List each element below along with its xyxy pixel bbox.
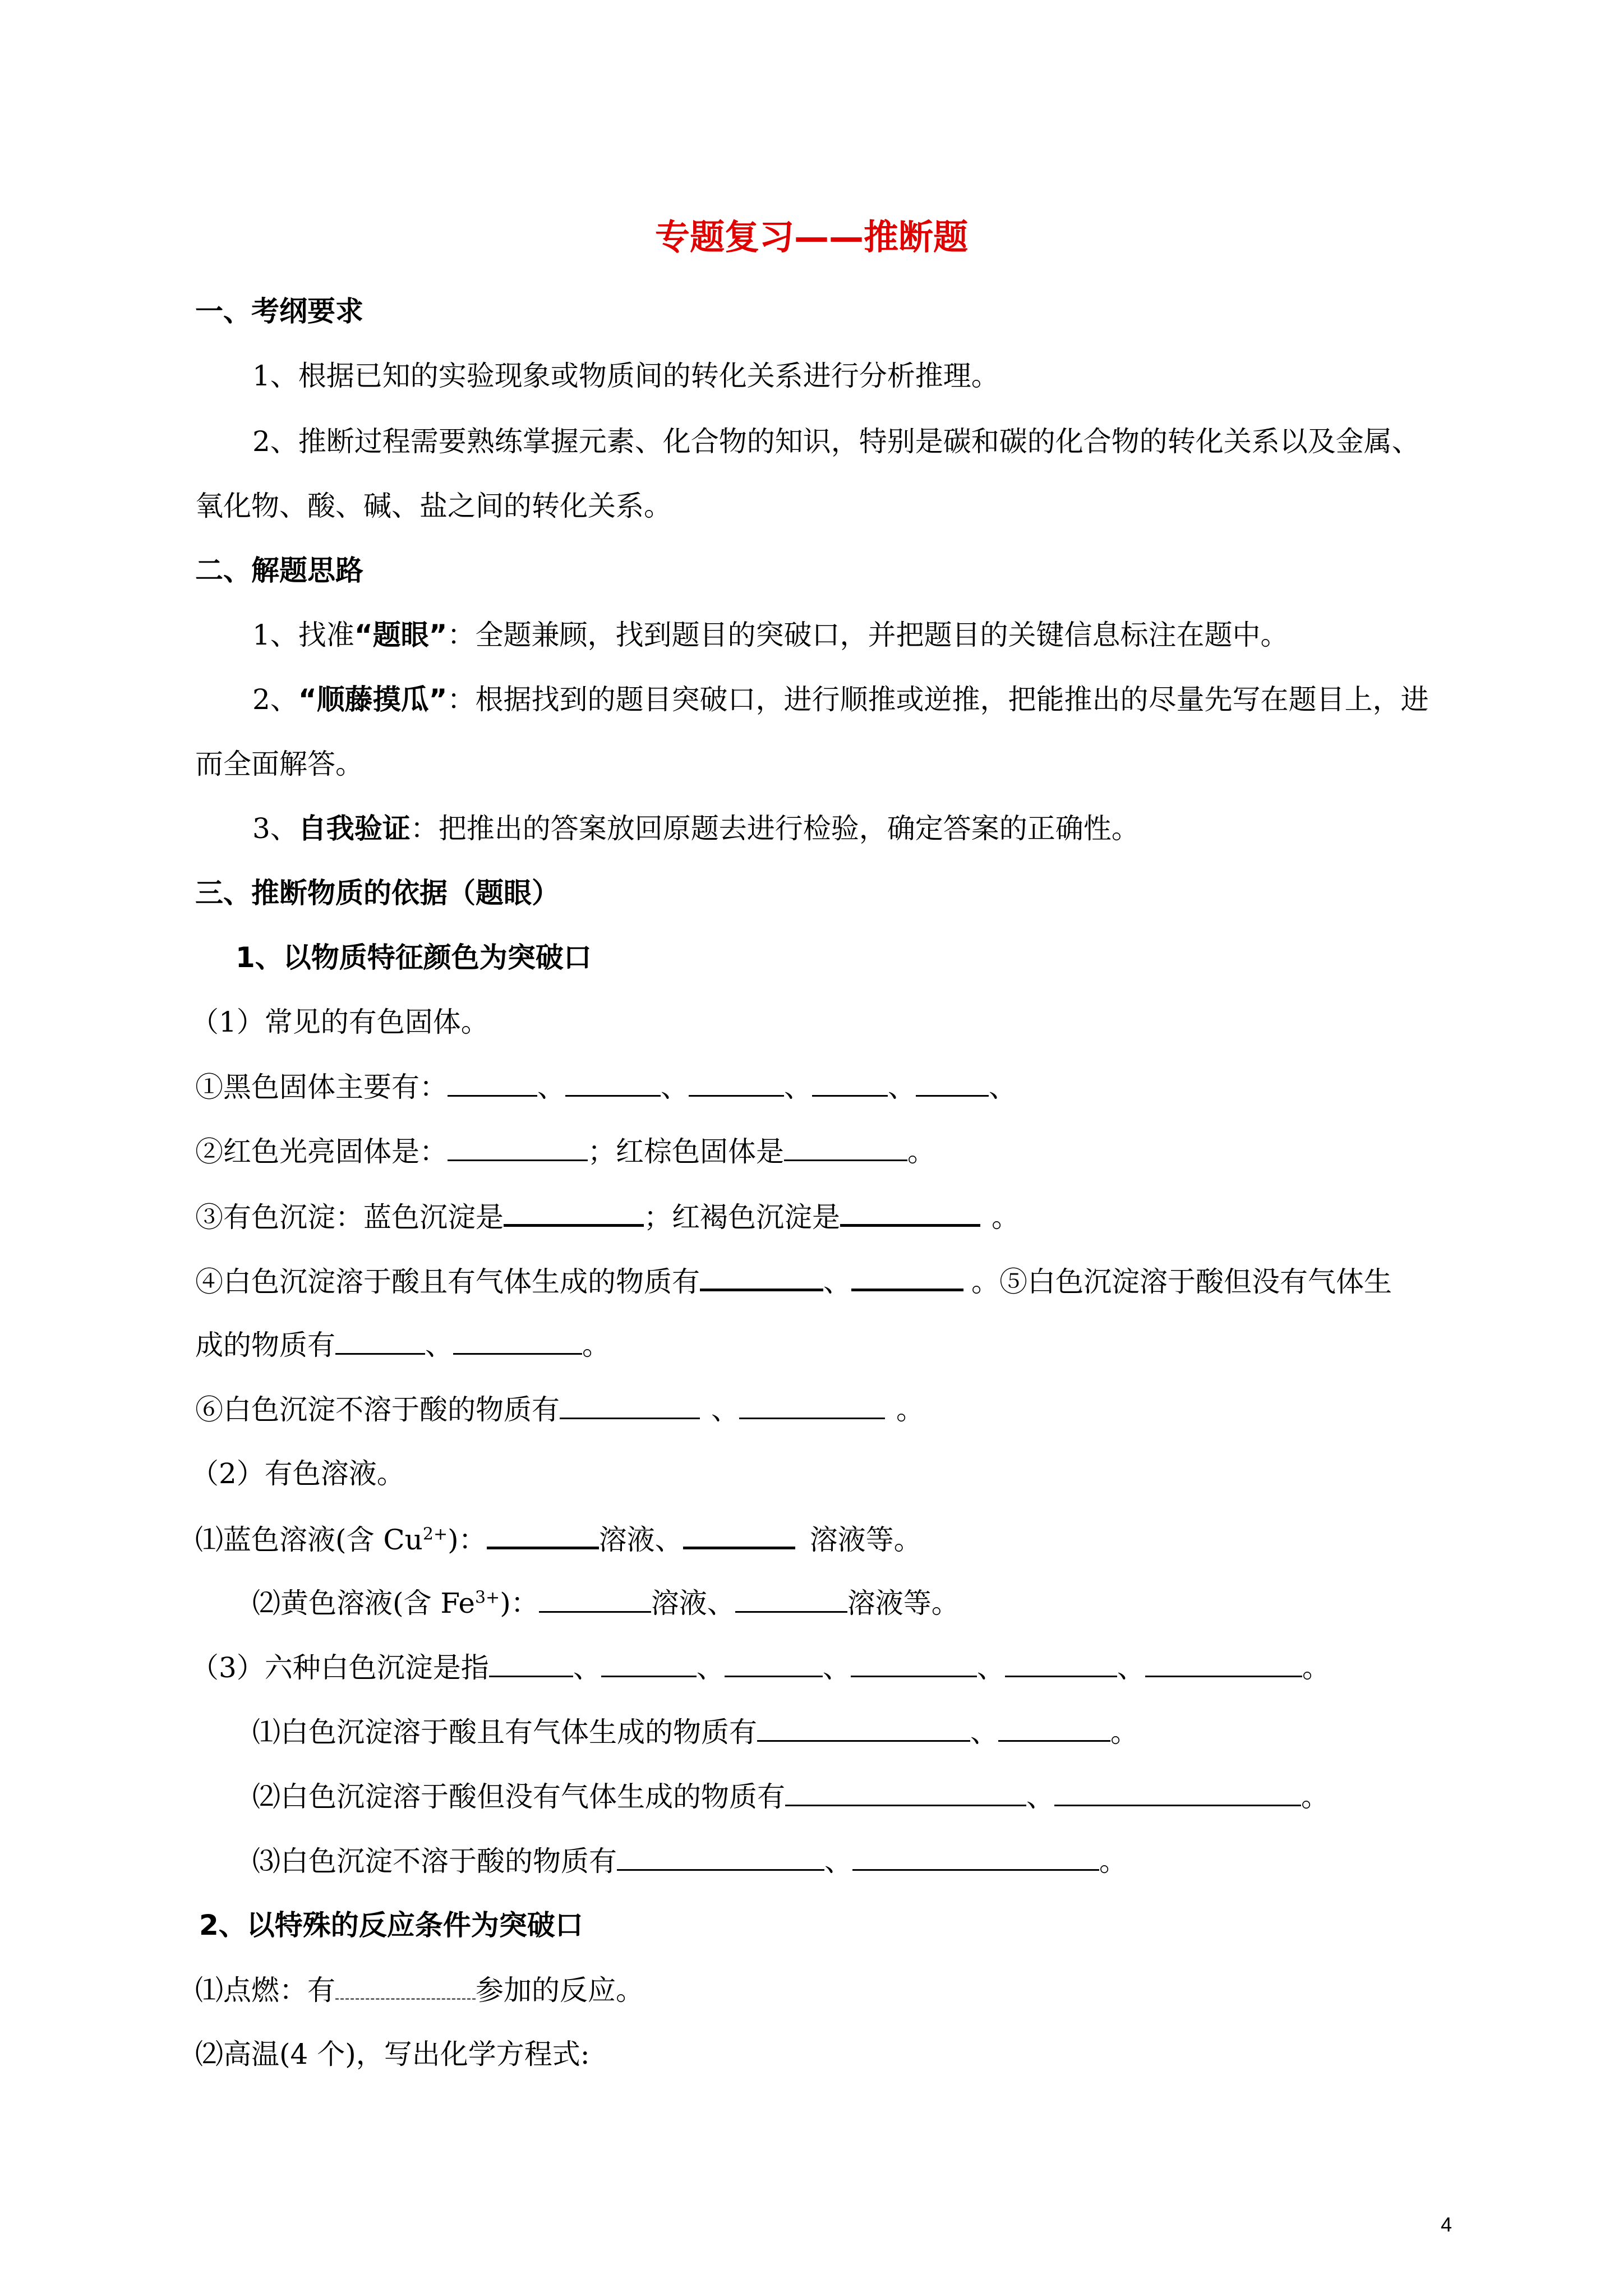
comma: 、 [537,1071,565,1103]
approach-item-2-num: 2、 [252,683,298,716]
period: 。 [1301,1780,1329,1813]
precipitate-insoluble-label: ⑶白色沉淀不溶于酸的物质有 [252,1845,617,1878]
answer-blank[interactable] [757,1718,970,1742]
period: 。 [992,1201,1020,1234]
page-title: 专题复习——推断题 [654,217,968,257]
blue-solution-label-end: )： [448,1524,487,1556]
answer-blank[interactable] [335,1331,425,1355]
yellow-solution-label: ⑵黄色溶液(含 Fe [252,1587,475,1619]
comma: 、 [784,1071,812,1103]
comma: 、 [976,1651,1005,1684]
answer-blank[interactable] [504,1202,644,1227]
colored-precipitates-line [195,1201,1020,1234]
blue-solution-label: ⑴蓝色溶液(含 Cu [195,1524,423,1556]
period: 。 [1302,1651,1330,1684]
answer-blank[interactable] [785,1782,1026,1806]
page-number: 4 [1440,2213,1452,2236]
answer-blank[interactable] [851,1653,977,1677]
comma: 、 [888,1071,916,1103]
approach-item-2-key: “顺藤摸瓜” [298,683,448,716]
iron-ion-charge: 3+ [474,1588,500,1608]
answer-blank[interactable] [735,1589,847,1613]
answer-blank[interactable] [448,1073,537,1097]
comma: 、 [711,1393,739,1426]
answer-blank[interactable] [852,1847,1099,1871]
subsection-1: 1、以物质特征颜色为突破口 [236,941,592,974]
approach-item-2-text: ：根据找到的题目突破口，进行顺推或逆推，把能推出的尽量先写在题目上，进 [447,683,1429,716]
answer-blank[interactable] [539,1589,651,1613]
answer-blank[interactable] [1005,1653,1117,1677]
comma: 、 [822,1651,851,1684]
precipitate-gas-label: ⑴白色沉淀溶于酸且有气体生成的物质有 [252,1716,757,1749]
syllabus-item-2: 2、推断过程需要熟练掌握元素、化合物的知识，特别是碳和碳的化合物的转化关系以及金属、 [252,425,1420,458]
comma: 、 [970,1716,998,1749]
answer-blank[interactable] [487,1524,599,1549]
period: 。 [1110,1716,1138,1749]
white-gas-label: ④白色沉淀溶于酸且有气体生成的物质有 [195,1266,700,1298]
comma: 、 [989,1071,1017,1103]
yellow-solution-line [252,1589,960,1617]
answer-blank[interactable] [739,1395,885,1419]
white-nogas-label: 。⑤白色沉淀溶于酸但没有气体生 [971,1266,1392,1298]
approach-item-3 [252,812,1140,845]
blue-precipitate-label: ③有色沉淀：蓝色沉淀是 [195,1201,504,1234]
period: 。 [1099,1845,1127,1878]
answer-blank[interactable] [1054,1782,1301,1806]
solution-word: 溶液 [598,1524,655,1556]
answer-blank[interactable] [700,1266,823,1291]
answer-blank[interactable] [448,1137,588,1161]
approach-item-1-text: ：全题兼顾，找到题目的突破口，并把题目的关键信息标注在题中。 [447,619,1289,651]
answer-blank[interactable] [784,1137,907,1161]
yellow-solution-label-end: )： [500,1587,539,1619]
red-solids-label: ②红色光亮固体是： [195,1135,448,1168]
comma: 、 [1026,1780,1054,1813]
white-insoluble-line [195,1395,924,1424]
approach-item-2 [252,685,1429,714]
comma: 、 [654,1524,683,1556]
answer-blank[interactable] [725,1653,823,1677]
red-solids-line [195,1137,935,1166]
black-solids-line [195,1073,1017,1101]
precipitate-nogas-label: ⑵白色沉淀溶于酸但没有气体生成的物质有 [252,1780,785,1813]
comma: 、 [425,1329,453,1361]
solution-end: 溶液等。 [809,1524,922,1556]
syllabus-item-1: 1、根据已知的实验现象或物质间的转化关系进行分析推理。 [252,360,999,392]
white-insoluble-label: ⑥白色沉淀不溶于酸的物质有 [195,1393,560,1426]
colored-solids-heading: （1）常见的有色固体。 [191,1006,489,1038]
white-gas-line [195,1266,1392,1296]
comma: 、 [707,1587,735,1619]
comma: 、 [824,1845,852,1878]
high-temp-line: ⑵高温(4 个)，写出化学方程式: [195,2038,590,2070]
comma: 、 [661,1071,689,1103]
red-brown-precipitate-label: ；红褐色沉淀是 [644,1201,840,1234]
approach-item-3-text: ：把推出的答案放回原题去进行检验，确定答案的正确性。 [410,812,1140,845]
comma: 、 [823,1266,851,1298]
syllabus-item-2-cont: 氧化物、酸、碱、盐之间的转化关系。 [195,490,672,522]
six-white-line [191,1653,1330,1682]
answer-blank[interactable] [851,1266,963,1291]
answer-blank[interactable] [689,1073,784,1097]
comma: 、 [573,1651,601,1684]
precipitate-nogas-line [252,1782,1329,1811]
section-heading-3: 三、推断物质的依据（题眼） [195,877,560,909]
answer-blank[interactable] [840,1202,980,1227]
precipitate-gas-line [252,1716,1138,1749]
answer-blank[interactable] [998,1718,1110,1742]
red-brown-label: ；红棕色固体是 [588,1135,784,1168]
six-white-label: （3）六种白色沉淀是指 [191,1651,489,1684]
comma: 、 [696,1651,725,1684]
section-heading-1: 一、考纲要求 [195,295,363,328]
white-nogas-line [195,1331,610,1359]
solution-word: 溶液 [651,1587,707,1619]
subsection-2: 2、以特殊的反应条件为突破口 [199,1909,583,1941]
approach-item-1 [252,621,1289,649]
period: 。 [896,1393,924,1426]
answer-blank[interactable] [335,1976,476,2000]
approach-item-2-cont: 而全面解答。 [195,748,363,780]
answer-blank[interactable] [565,1073,661,1097]
blue-solution-line [195,1524,922,1554]
answer-blank[interactable] [916,1073,989,1097]
copper-ion-charge: 2+ [422,1524,448,1544]
period: 。 [582,1329,610,1361]
answer-blank[interactable] [489,1653,573,1677]
ignition-label: ⑴点燃：有 [195,1974,335,2007]
answer-blank[interactable] [1145,1653,1302,1677]
section-heading-2: 二、解题思路 [195,554,363,587]
white-nogas-cont: 成的物质有 [195,1329,335,1361]
solution-end: 溶液等。 [847,1587,960,1619]
answer-blank[interactable] [812,1073,888,1097]
ignition-label-end: 参加的反应。 [476,1974,644,2007]
comma: 、 [1117,1651,1145,1684]
answer-blank[interactable] [683,1524,795,1549]
colored-solutions-heading: （2）有色溶液。 [191,1457,405,1490]
black-solids-label: ①黑色固体主要有： [195,1071,448,1103]
answer-blank[interactable] [617,1847,824,1871]
approach-item-1-num: 1、找准 [252,619,354,651]
approach-item-1-key: “题眼” [354,619,448,651]
period: 。 [907,1135,935,1168]
ignition-line [195,1974,644,2007]
approach-item-3-num: 3、 [252,812,298,845]
answer-blank[interactable] [560,1395,700,1419]
approach-item-3-key: 自我验证 [298,812,411,845]
answer-blank[interactable] [601,1653,697,1677]
precipitate-insoluble-line [252,1845,1127,1878]
answer-blank[interactable] [453,1331,582,1355]
